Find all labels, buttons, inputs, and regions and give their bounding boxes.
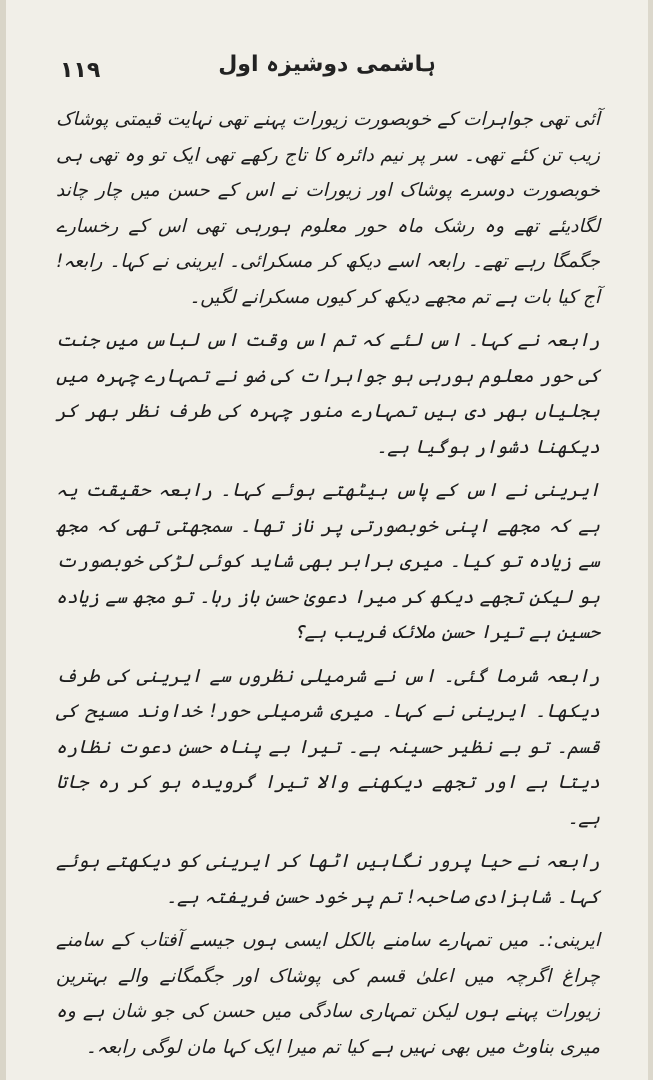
page-number: ۱۱۹ bbox=[60, 58, 101, 83]
paragraph: رابعہ شرما گئی۔ اس نے شرمیلی نظروں سے ایرینی کی طرف دیکھا۔ ایرینی نے کہا۔ میری شرمیلی حور! خداوند مسیح کی قسم۔ تو بے نظیر حسینہ ہے۔ تیرا بے پناہ حسن دعوت نظارہ دیتا ہے اور تجھے دیکھنے والا تیرا گرویدہ ہو کر رہ جاتا ہے۔ bbox=[56, 665, 600, 829]
page-body bbox=[56, 102, 600, 1065]
paragraph: رابعہ نے حیا پرور نگاہیں اٹھا کر ایرینی کو دیکھتے ہوئے کہا۔ شاہزادی صاحبہ! تم پر خود حسن فریفتہ ہے۔ bbox=[56, 851, 600, 908]
paragraph: ایرینی نے اس کے پاس بیٹھتے ہوئے کہا۔ رابعہ حقیقت یہ ہے کہ مجھے اپنی خوبصورتی پر ناز تھا۔ سمجھتی تھی کہ مجھ سے زیادہ تو کیا۔ میری برابر بھی شاید کوئی لڑکی خوبصورت ہو لیکن تجھے دیکھ کر میرا دعویٰ حسن باز رہا۔ تو مجھ سے زیادہ حسین ہے تیرا حسن ملائک فریب ہے؟ bbox=[56, 480, 600, 643]
running-title: ہاشمی دوشیزہ اول bbox=[218, 52, 436, 77]
paragraph: رابعہ نے کہا۔ اس لئے کہ تم اس وقت اس لباس میں جنت کی حور معلوم ہورہی ہو جواہرات کی ضو نے تمہارے چہرہ میں بجلیاں بھر دی ہیں تمہارے منور چہرہ کی طرف نظر بھر کر دیکھنا دشوار ہوگیا ہے۔ bbox=[56, 330, 600, 458]
paragraph: آئی تھی جواہرات کے خوبصورت زیورات پہنے تھی نہایت قیمتی پوشاک زیب تن کئے تھی۔ سر پر نیم دائرہ کا تاج رکھے تھی ایک تو وہ تھی ہی خوبصورت دوسرے پوشاک اور زیورات نے اس کے حسن میں چار چاند لگادیئے تھے وہ رشک ماہ حور معلوم ہورہی تھی اس کے رخسارے جگمگا رہے تھے۔ رابعہ اسے دیکھ کر مسکرائی۔ ایرینی نے کہا۔ رابعہ! آج کیا بات ہے تم مجھے دیکھ کر کیوں مسکرانے لگیں۔ bbox=[56, 109, 600, 308]
paragraph: ایرینی:۔ میں تمہارے سامنے بالکل ایسی ہوں جیسے آفتاب کے سامنے چراغ اگرچہ میں اعلیٰ قسم کی پوشاک اور جگمگانے والے بہترین زیورات پہنے ہوں لیکن تمہاری سادگی میں حسن کی جو شان ہے وہ میری بناوٹ میں بھی نہیں ہے کیا تم میرا ایک کہا مان لوگی رابعہ۔ bbox=[56, 930, 600, 1058]
